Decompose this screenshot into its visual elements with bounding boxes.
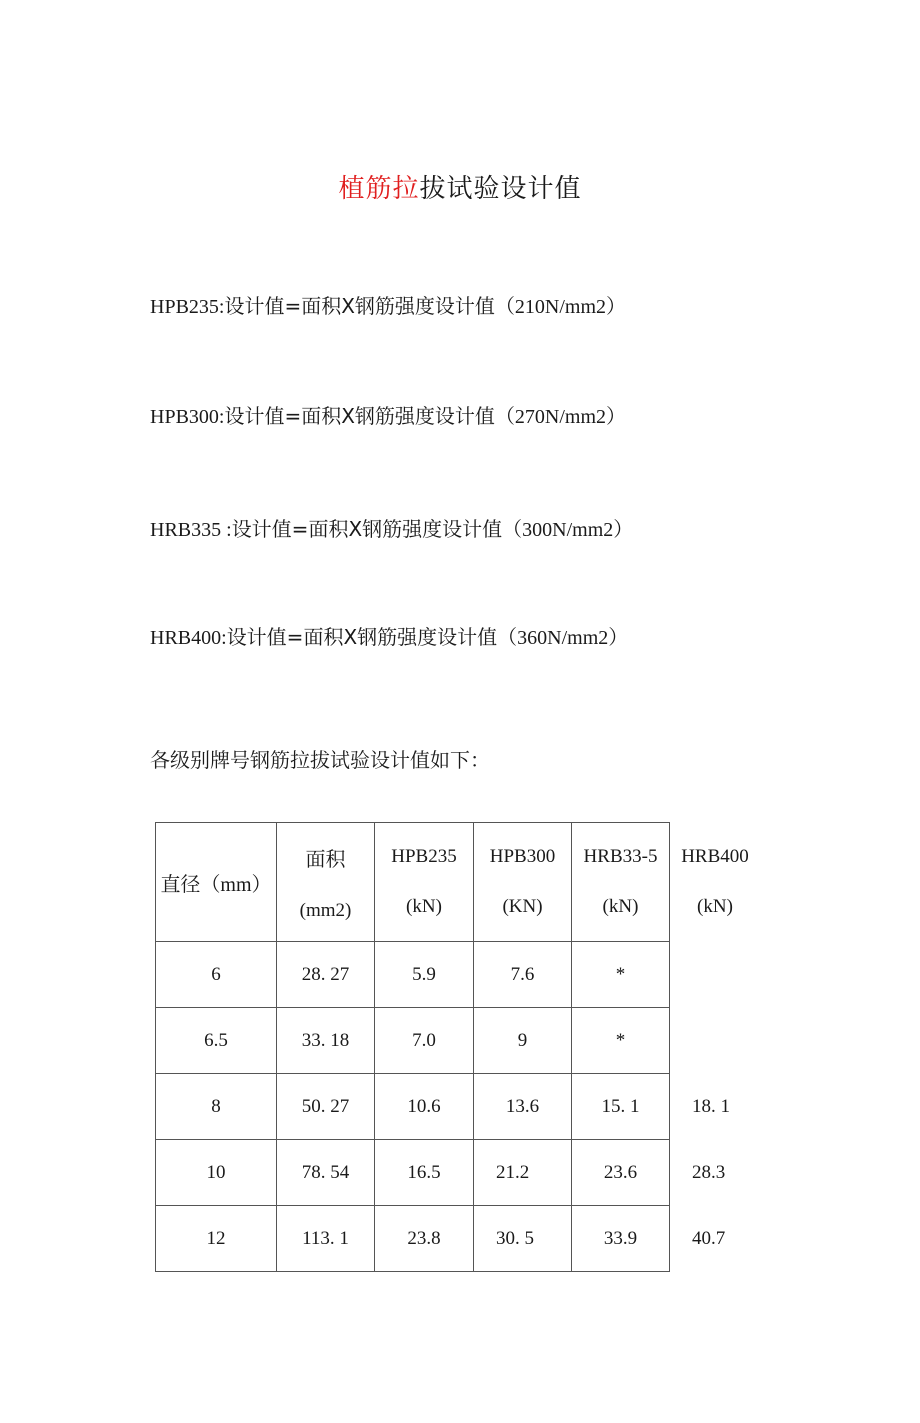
formula-line-hrb400 xyxy=(150,621,628,650)
page-title xyxy=(0,168,920,205)
table-row xyxy=(156,942,761,1008)
header-hpb235-label: HPB235 xyxy=(391,846,457,867)
table-intro: 各级别牌号钢筋拉拔试验设计值如下： xyxy=(150,748,490,772)
table-row xyxy=(156,1140,761,1206)
header-hpb235-unit: (kN) xyxy=(406,896,442,917)
cell-hpb235: 7.0 xyxy=(375,1008,474,1074)
cell-diameter: 6 xyxy=(156,942,277,1008)
formula-line-hpb300 xyxy=(150,400,626,429)
formula-line-hrb335 xyxy=(150,513,633,542)
header-hrb335-label: HRB33-5 xyxy=(583,846,658,867)
formula-grade: HPB300: xyxy=(150,406,225,428)
cell-area: 28. 27 xyxy=(277,942,375,1008)
formula-line-hpb235 xyxy=(150,290,626,319)
formula-text: 设计值=面积X钢筋强度设计值 xyxy=(224,404,495,428)
header-diameter-unit: （mm） xyxy=(200,873,272,896)
cell-hpb300: 13.6 xyxy=(474,1074,572,1140)
cell-hrb400 xyxy=(670,942,761,1008)
cell-area: 50. 27 xyxy=(277,1074,375,1140)
cell-diameter: 8 xyxy=(156,1074,277,1140)
formula-value: （360N/mm2） xyxy=(497,627,629,649)
design-value-table xyxy=(155,822,761,1272)
cell-hpb235: 23.8 xyxy=(375,1206,474,1272)
cell-diameter: 10 xyxy=(156,1140,277,1206)
table-header-row xyxy=(156,823,761,942)
header-hrb335 xyxy=(572,823,670,942)
title-dark-part: 拔试验设计值 xyxy=(419,174,582,204)
cell-hpb235: 10.6 xyxy=(375,1074,474,1140)
cell-hrb335: 23.6 xyxy=(572,1140,670,1206)
cell-hrb335: 15. 1 xyxy=(572,1074,670,1140)
cell-area: 113. 1 xyxy=(277,1206,375,1272)
header-hpb300 xyxy=(474,823,572,942)
table-row xyxy=(156,1206,761,1272)
formula-grade: HPB235: xyxy=(150,296,225,318)
cell-hrb400: 40.7 xyxy=(692,1227,726,1249)
cell-diameter: 12 xyxy=(156,1206,277,1272)
formula-value: （210N/mm2） xyxy=(494,296,627,318)
cell-hrb400: 28.3 xyxy=(692,1161,726,1183)
header-hrb400-label: HRB400 xyxy=(681,846,749,867)
cell-hpb300: 21.2 xyxy=(474,1140,572,1206)
header-hpb300-label: HPB300 xyxy=(489,846,556,867)
cell-hrb400 xyxy=(670,1008,761,1074)
header-diameter-label: 直径 xyxy=(160,871,201,896)
header-area xyxy=(277,823,375,942)
cell-hpb300: 30. 5 xyxy=(474,1206,572,1272)
title-red-part: 植筋拉 xyxy=(338,174,420,204)
table-row xyxy=(156,1074,761,1140)
cell-diameter: 6.5 xyxy=(156,1008,277,1074)
table-row xyxy=(156,1008,761,1074)
formula-value: （270N/mm2） xyxy=(494,406,627,428)
cell-hrb400: 18. 1 xyxy=(692,1095,730,1117)
cell-hrb335: * xyxy=(572,942,670,1008)
cell-hpb300: 9 xyxy=(474,1008,572,1074)
header-hrb335-unit: (kN) xyxy=(602,896,639,917)
header-hrb400 xyxy=(670,823,761,942)
header-hrb400-unit: (kN) xyxy=(697,896,733,917)
cell-hpb235: 16.5 xyxy=(375,1140,474,1206)
cell-area: 33. 18 xyxy=(277,1008,375,1074)
cell-hpb300: 7.6 xyxy=(474,942,572,1008)
formula-text: 设计值=面积X钢筋强度设计值 xyxy=(226,625,498,649)
header-hpb235 xyxy=(375,823,474,942)
header-diameter xyxy=(156,823,277,942)
cell-hrb335: 33.9 xyxy=(572,1206,670,1272)
header-area-unit: (mm2) xyxy=(299,899,352,921)
formula-grade: HRB400: xyxy=(150,627,227,649)
formula-grade: HRB335 : xyxy=(150,519,232,541)
cell-area: 78. 54 xyxy=(277,1140,375,1206)
formula-value: （300N/mm2） xyxy=(502,519,634,541)
header-hpb300-unit: (KN) xyxy=(502,896,543,917)
cell-hpb235: 5.9 xyxy=(375,942,474,1008)
formula-text: 设计值=面积X钢筋强度设计值 xyxy=(224,294,495,318)
header-area-label: 面积 xyxy=(305,846,346,871)
cell-hrb335: * xyxy=(572,1008,670,1074)
formula-text: 设计值=面积X钢筋强度设计值 xyxy=(231,517,503,541)
